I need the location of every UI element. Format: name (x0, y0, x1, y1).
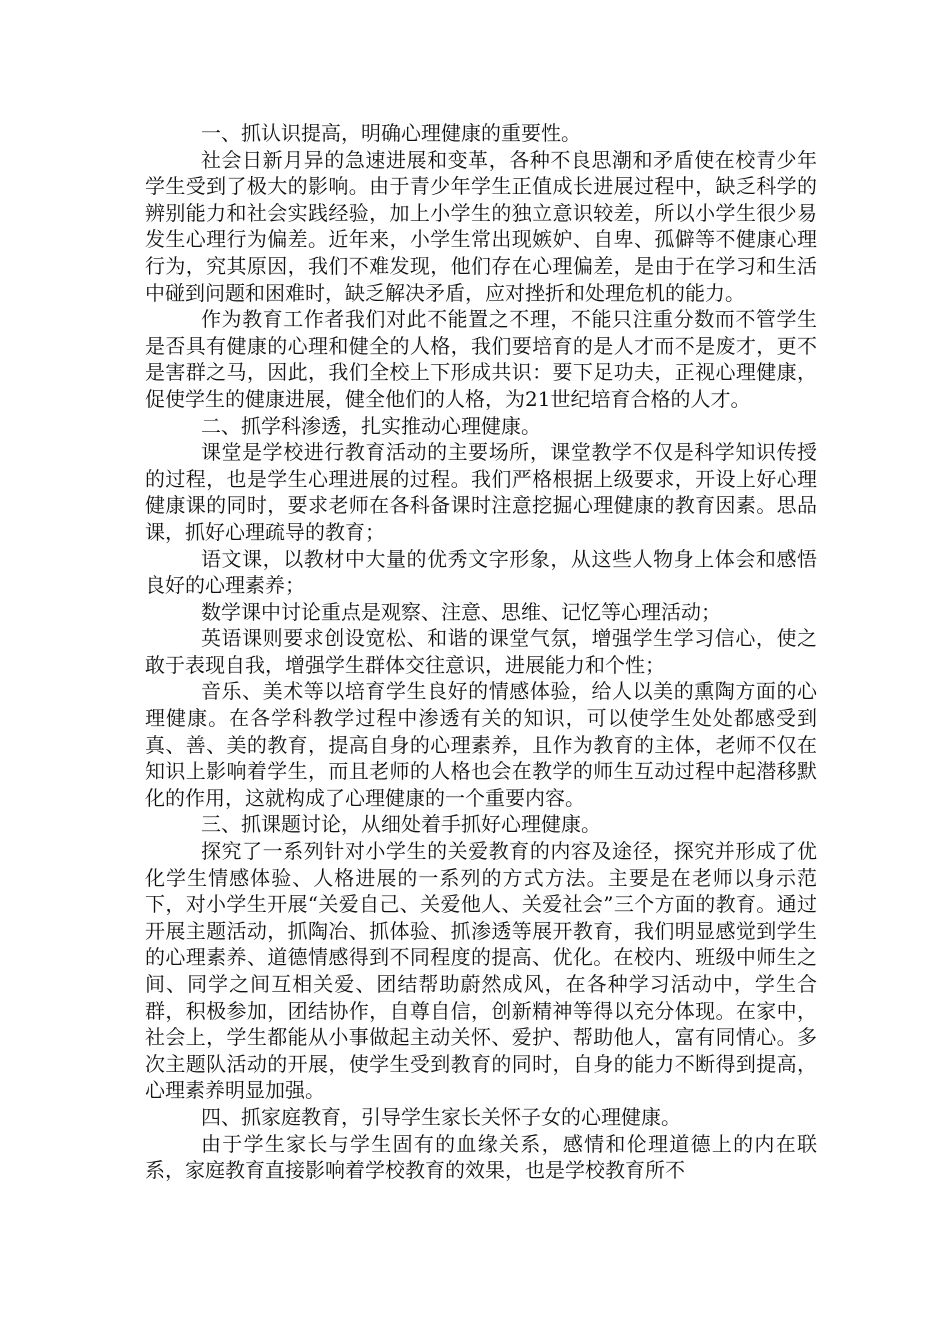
heading-section-1: 一、抓认识提高，明确心理健康的重要性。 (201, 121, 581, 145)
body-paragraph: 由于学生家长与学生固有的血缘关系，感情和伦理道德上的内在联系，家庭教育直接影响着学校教育的效果，也是学校教育所不 (145, 1131, 817, 1183)
body-paragraph: 社会日新月异的急速进展和变革，各种不良思潮和矛盾使在校青少年学生受到了极大的影响。由于青少年学生正值成长进展过程中，缺乏科学的辨别能力和社会实践经验，加上小学生的独立意识较差，所以小学生很少易发生心理行为偏差。近年来，小学生常出现嫉妒、自卑、孤僻等不健康心理行为，究其原因，我们不难发现，他们存在心理偏差，是由于在学习和生活中碰到问题和困难时，缺乏解决矛盾，应对挫折和处理危机的能力。 (145, 147, 817, 305)
body-paragraph: 数学课中讨论重点是观察、注意、思维、记忆等心理活动； (201, 599, 721, 624)
body-paragraph: 音乐、美术等以培育学生良好的情感体验，给人以美的熏陶方面的心理健康。在各学科教学过程中渗透有关的知识，可以使学生处处都感受到真、善、美的教育，提高自身的心理素养，且作为教育的主体，老师不仅在知识上影响着学生，而且老师的人格也会在教学的师生互动过程中起潜移默化的作用，这就构成了心理健康的一个重要内容。 (145, 679, 817, 810)
heading-section-4: 四、抓家庭教育，引导学生家长关怀子女的心理健康。 (201, 1104, 681, 1129)
body-paragraph: 英语课则要求创设宽松、和谐的课堂气氛，增强学生学习信心，使之敢于表现自我，增强学生群体交往意识，进展能力和个性； (145, 626, 817, 677)
body-paragraph: 课堂是学校进行教育活动的主要场所，课堂教学不仅是科学知识传授的过程，也是学生心理进展的过程。我们严格根据上级要求，开设上好心理健康课的同时，要求老师在各科备课时注意挖掘心理健康的教育因素。思品课，抓好心理疏导的教育； (145, 440, 817, 544)
body-paragraph: 作为教育工作者我们对此不能置之不理，不能只注重分数而不管学生是否具有健康的心理和健全的人格，我们要培育的是人才而不是废才，更不是害群之马，因此，我们全校上下形成共识：要下足功夫，正视心理健康，促使学生的健康进展，健全他们的人格，为21世纪培育合格的人才。 (145, 307, 817, 411)
heading-section-3: 三、抓课题讨论，从细处着手抓好心理健康。 (201, 812, 601, 837)
body-paragraph: 语文课，以教材中大量的优秀文字形象，从这些人物身上体会和感悟良好的心理素养； (145, 546, 817, 598)
document-page (145, 120, 817, 1184)
heading-section-2: 二、抓学科渗透，扎实推动心理健康。 (201, 413, 541, 438)
body-paragraph: 探究了一系列针对小学生的关爱教育的内容及途径，探究并形成了优化学生情感体验、人格进展的一系列的方式方法。主要是在老师以身示范下，对小学生开展“关爱自己、关爱他人、关爱社会”三个方面的教育。通过开展主题活动，抓陶冶、抓体验、抓渗透等展开教育，我们明显感觉到学生的心理素养、道德情感得到不同程度的提高、优化。在校内、班级中师生之间、同学之间互相关爱、团结帮助蔚然成风，在各种学习活动中，学生合群，积极参加，团结协作，自尊自信，创新精神等得以充分体现。在家中，社会上，学生都能从小事做起主动关怀、爱护、帮助他人，富有同情心。多次主题队活动的开展，使学生受到教育的同时，自身的能力不断得到提高，心理素养明显加强。 (145, 839, 817, 1103)
